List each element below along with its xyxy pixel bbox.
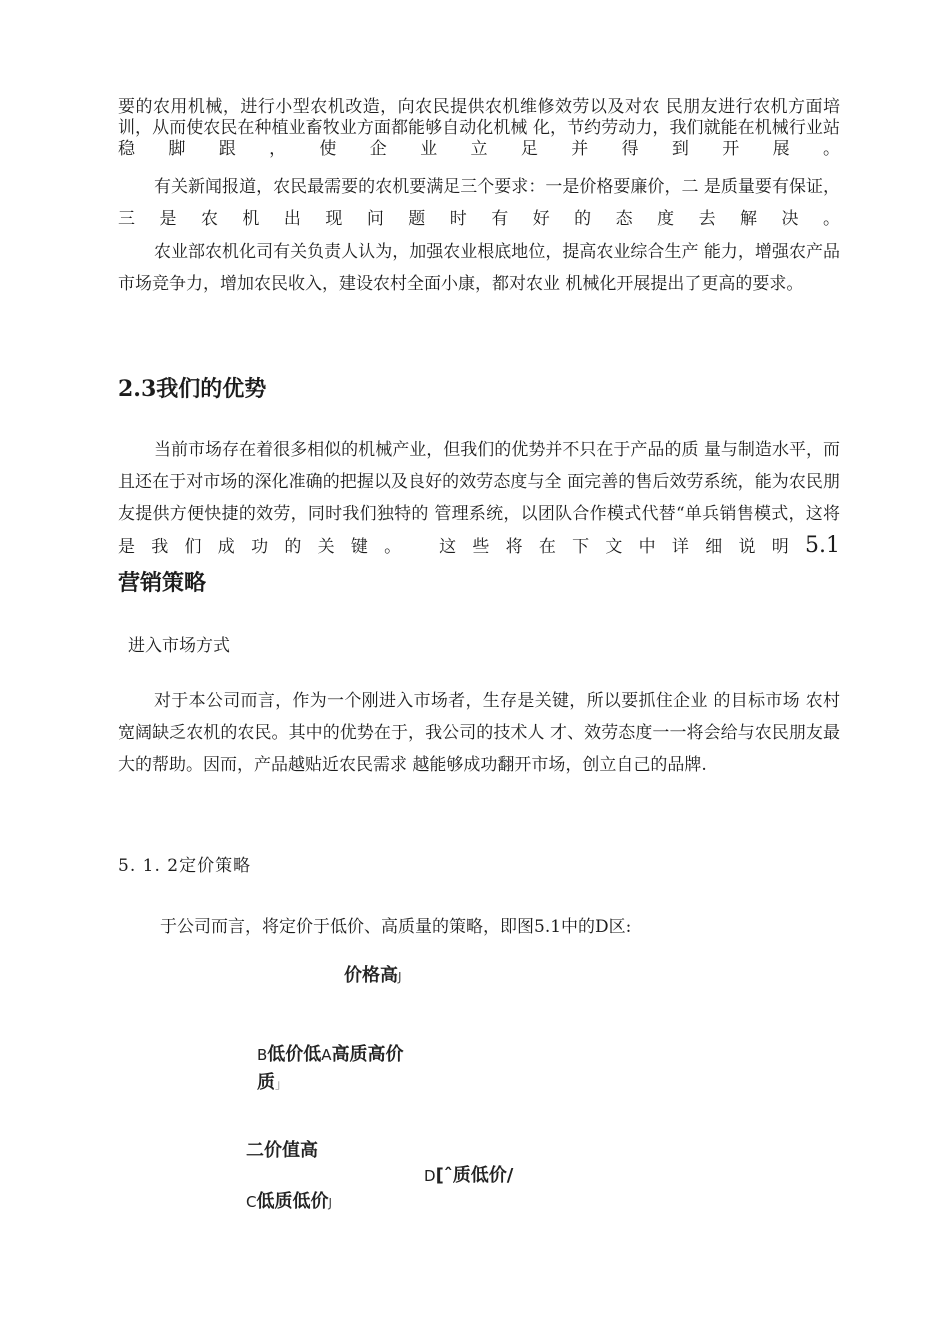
- diagram-label-quadrant-d: [424, 1162, 513, 1190]
- diagram-label-price-high: [344, 962, 402, 991]
- diagram-letter-d: D: [424, 1167, 436, 1185]
- diagram-letter-a: A: [321, 1046, 332, 1064]
- diagram-label-quadrant-c: [246, 1188, 332, 1217]
- diagram-top-text: 价格高: [344, 965, 398, 986]
- diagram-label-value-high: 二价值高: [246, 1140, 318, 1161]
- paragraph-ministry: 农业部农机化司有关负责人认为，加强农业根底地位，提高农业综合生产 能力，增强农产品市场竞争力，增加农民收入，建设农村全面小康，都对农业 机械化开展提出了更高的要求。: [118, 242, 840, 294]
- paragraph-news: 有关新闻报道，农民最需要的农机要满足三个要求：一是价格要廉价，二 是质量要有保证，三是农机出现问题时有好的态度去解决。: [118, 177, 840, 229]
- subsection-heading-pricing: 5. 1. 2定价策略: [118, 856, 252, 876]
- diagram-mark-3: J: [328, 1196, 333, 1210]
- paragraph-pricing: 于公司而言，将定价于低价、高质量的策略，即图5.1中的D区:: [160, 917, 632, 937]
- diagram-letter-b: B: [257, 1046, 268, 1064]
- paragraph-entry: 对于本公司而言，作为一个刚进入市场者，生存是关键，所以要抓住企业 的目标市场 农村宽阔缺乏农机的农民。其中的优势在于，我公司的技术人 才、效劳态度一一将会给与农民朋友最大的帮助。因而，产品越贴近农民需求 越能够成功翻开市场，创立自己的品牌.: [118, 691, 840, 775]
- section-heading-advantages: 2.3我们的优势: [118, 376, 267, 402]
- paragraph-intro: 要的农用机械，进行小型农机改造，向农民提供农机维修效劳以及对农 民朋友进行农机方面培训，从而使农民在种植业畜牧业方面都能够自动化机械 化，节约劳动力，我们就能在机械行业站稳脚跟，使企业立足并得到开展。: [118, 97, 840, 159]
- section-number-5-1: 5.1: [805, 533, 840, 558]
- paragraph-advantages-text: 当前市场存在着很多相似的机械产业，但我们的优势并不只在于产品的质 量与制造水平，而且还在于对市场的深化准确的把握以及良好的效劳态度与全 面完善的售后效劳系统，能为农民朋友提供方便快捷的效劳，同时我们独特的 管理系统，以团队合作模式代替“单兵销售模式，这将是我们成功的关键。 这些将在下文中详细说明: [118, 440, 840, 557]
- diagram-b-text-2: 质: [257, 1072, 275, 1093]
- diagram-letter-c: C: [246, 1193, 257, 1211]
- diagram-c-text: 低质低价: [256, 1191, 329, 1212]
- paragraph-advantages: [118, 434, 840, 563]
- section-heading-marketing: 营销策略: [118, 570, 207, 596]
- diagram-d-text: [ˆ质低价/: [435, 1165, 514, 1186]
- diagram-b-text: 低价低: [267, 1044, 322, 1065]
- diagram-label-quadrant-b: [257, 1041, 457, 1098]
- diagram-mark-2: 」: [275, 1077, 288, 1091]
- subsection-heading-entry: 进入市场方式: [128, 636, 230, 656]
- diagram-mark: J: [398, 970, 402, 984]
- diagram-a-text: 高质高价: [331, 1044, 404, 1065]
